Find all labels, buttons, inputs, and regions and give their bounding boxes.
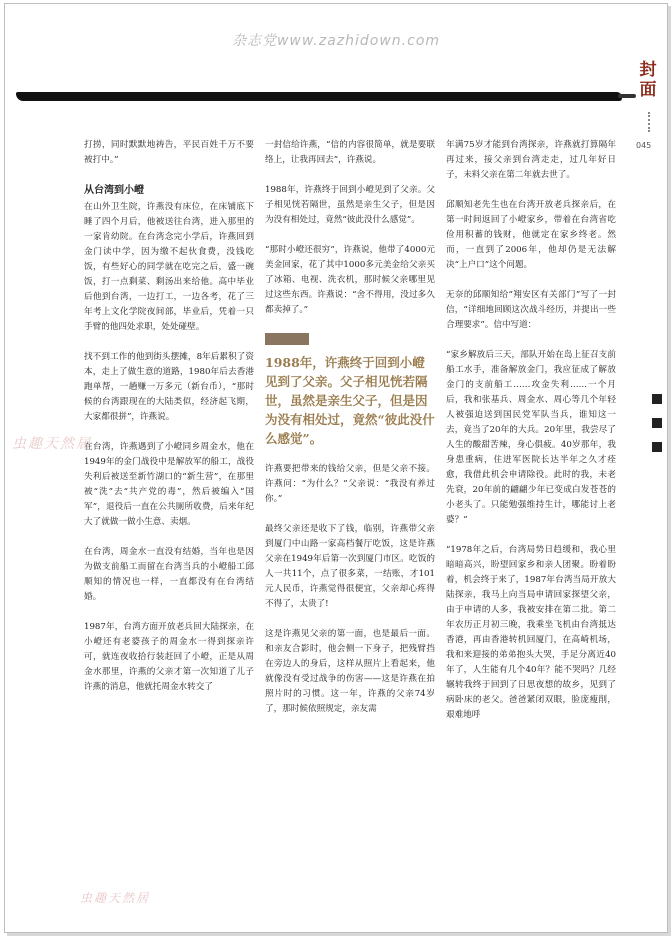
header-brush-stroke <box>16 92 622 101</box>
paragraph: 找不到工作的他到街头摆摊，8年后累积了资本，走上了做生意的道路，1980年后去香港跑单帮，一趟赚一万多元（新台币），“那时候的台湾跟现在的大陆类似，经济起飞期，大家都很拼”，许燕说。 <box>84 352 254 422</box>
paragraph: 在台湾，许燕遇到了小嶝同乡周金水，他在1949年的金门战役中是解放军的船工，战役失利后被送至新竹湖口的“新生营”，在那里被“洗”去“共产党的毒”，然后被编入“国军”，退役后一直在公共厕所收费，后来年纪大了就做一做小生意、卖烟。 <box>84 442 254 527</box>
bottom-stamp-watermark: 虫趣天然居 <box>80 891 151 905</box>
page-number: 045 <box>636 141 652 150</box>
paragraph: “1978年之后，台湾局势日趋缓和，我心里暗暗高兴，盼望回家乡和亲人团聚。盼着盼着，机会终于来了，1987年台湾当局开放大陆探亲，我马上向当局申请回家探望父亲，由于申请的人多，我被安排在第二批。第二年农历正月初三晚，我乘坐飞机由台湾抵达香港，再由香港转机回厦门，在高崎机场，我和来迎接的弟弟抱头大哭，手足分离近40年了，人生能有几个40年？能不哭吗？几经辗转我终于回到了日思夜想的故乡，见到了病卧床的老父。爸爸紧闭双眼，脸庞瘦削，艰难地呼 <box>446 545 616 720</box>
paragraph: 年满75岁才能到台湾探亲，许燕就打算隔年再过来，接父亲到台湾走走，过几年好日子，未料父亲在第二年就去世了。 <box>446 140 616 180</box>
paragraph: 一封信给许燕，“信的内容很简单，就是要联络上，让我再回去”，许燕说。 <box>265 140 435 165</box>
column-1 <box>84 138 254 710</box>
paragraph: 无奈的邱顺知给“翔安区有关部门”写了一封信，“详细地回顾这次战斗经历，并提出一些合理要求”。信中写道： <box>446 290 616 330</box>
paragraph: 1988年，许燕终于回到小嶝见到了父亲。父子相见恍若隔世，虽然是亲生父子，但是因为没有相处过，竟然“彼此没什么感觉”。 <box>265 185 435 225</box>
paragraph: 邱顺知老先生也在台湾开放老兵探亲后，在第一时间返回了小嶝家乡，带着在台湾省吃俭用积蓄的钱财，他就定在家乡终老。然而，一直到了2006年，他却仍是无法解决“上户口”这个问题。 <box>446 200 616 270</box>
paragraph: “家乡解放后三天，部队开始在岛上征召支前船工水手，准备解放金门，我应征成了解放金门的支前船工……攻金失利……一个月后，我和张基兵、周金水、周心等几个年轻人被强迫送到国民党军队当兵，谁知这一去，竟当了20年的大兵。20年里，我尝尽了人生的酸甜苦辣，身心俱疲。40岁那年，我身患重病，住进军医院长达半年之久才痊愈，我借此机会申请除役。此时的我，未老先衰，20年前的翩翩少年已变成白发苍苍的小老头了。只能勉强维持生计，哪能讨上老婆？” <box>446 350 616 525</box>
column-2 <box>265 138 435 732</box>
subheading: 从台湾到小嶝 <box>84 185 144 196</box>
paragraph: 在台湾，周金水一直没有结婚，当年也是因为做支前船工而留在台湾当兵的小嶝船工邱顺知的情况也一样，一直都没有在台湾结婚。 <box>84 547 254 602</box>
side-page-marks <box>652 394 664 490</box>
paragraph: 许燕要把带来的钱给父亲，但是父亲不接。许燕问：“为什么？”父亲说：“我没有养过你。” <box>265 464 435 504</box>
paragraph: 这是许燕见父亲的第一面，也是最后一面。和亲友合影时，他会侧一下身子，把残臂挡在旁边人的身后，这样从照片上看起来，他就像没有受过战争的伤害——这是许燕在拍照片时的习惯。这一年，许燕的父亲74岁了，那时候依照规定，亲友需 <box>265 629 435 714</box>
paragraph: 1987年，台湾方面开放老兵回大陆探亲，在小嶝还有老婆孩子的周金水一得到探亲许可，就连夜收拾行装赶回了小嶝，正是从周金水那里，许燕的父亲才第一次知道了儿子许燕的消息，他就托周金水转交了 <box>84 622 254 692</box>
paragraph: 打捞，同时默默地祷告，平民百姓千万不要被打中。” <box>84 140 254 165</box>
section-label: 封面 <box>639 60 657 100</box>
column-3 <box>446 138 616 738</box>
dotted-divider <box>648 112 652 132</box>
pullquote-bar <box>265 333 309 345</box>
paragraph: 最终父亲还是收下了钱，临别，许燕带父亲到厦门中山路一家高档餐厅吃饭，这是许燕父亲在1949年后第一次到厦门市区。吃饭的人一共11个，点了很多菜，一结账，才101元人民币，许燕觉得很便宜，父亲却心疼得不得了，太贵了! <box>265 524 435 609</box>
side-stamp-watermark: 虫趣天然居 <box>12 436 92 452</box>
paragraph: “那时小嶝还很穷”，许燕说，他带了4000元美金回家，花了其中1000多元美金给父亲买了冰箱、电视、洗衣机，那时候父亲哪里见过这些东西。许燕说：“舍不得用，没过多久都卖掉了。” <box>265 245 435 315</box>
watermark: 杂志党www.zazhidown.com <box>231 33 441 49</box>
paragraph: 在山外卫生院，许燕没有床位，在床铺底下睡了四个月后，他被送往台湾，进入那里的一家肯幼院。在台湾念完小学后，许燕回到金门读中学，因为缴不起伙食费，没钱吃饭，有些好心的同学就在吃完之后，盛一碗饭，打一点剩菜、剩汤出来给他。高中毕业后他到台湾，一边打工，一边各考，花了三年考上文化学院夜间部，毕业后，凭着一只手臂的他四处求职，处处碰壁。 <box>84 202 254 332</box>
pullquote: 1988年，许燕终于回到小嶝见到了父亲。父子相见恍若隔世，虽然是亲生父子，但是因为没有相处过，竟然“彼此没什么感觉”。 <box>265 355 435 446</box>
